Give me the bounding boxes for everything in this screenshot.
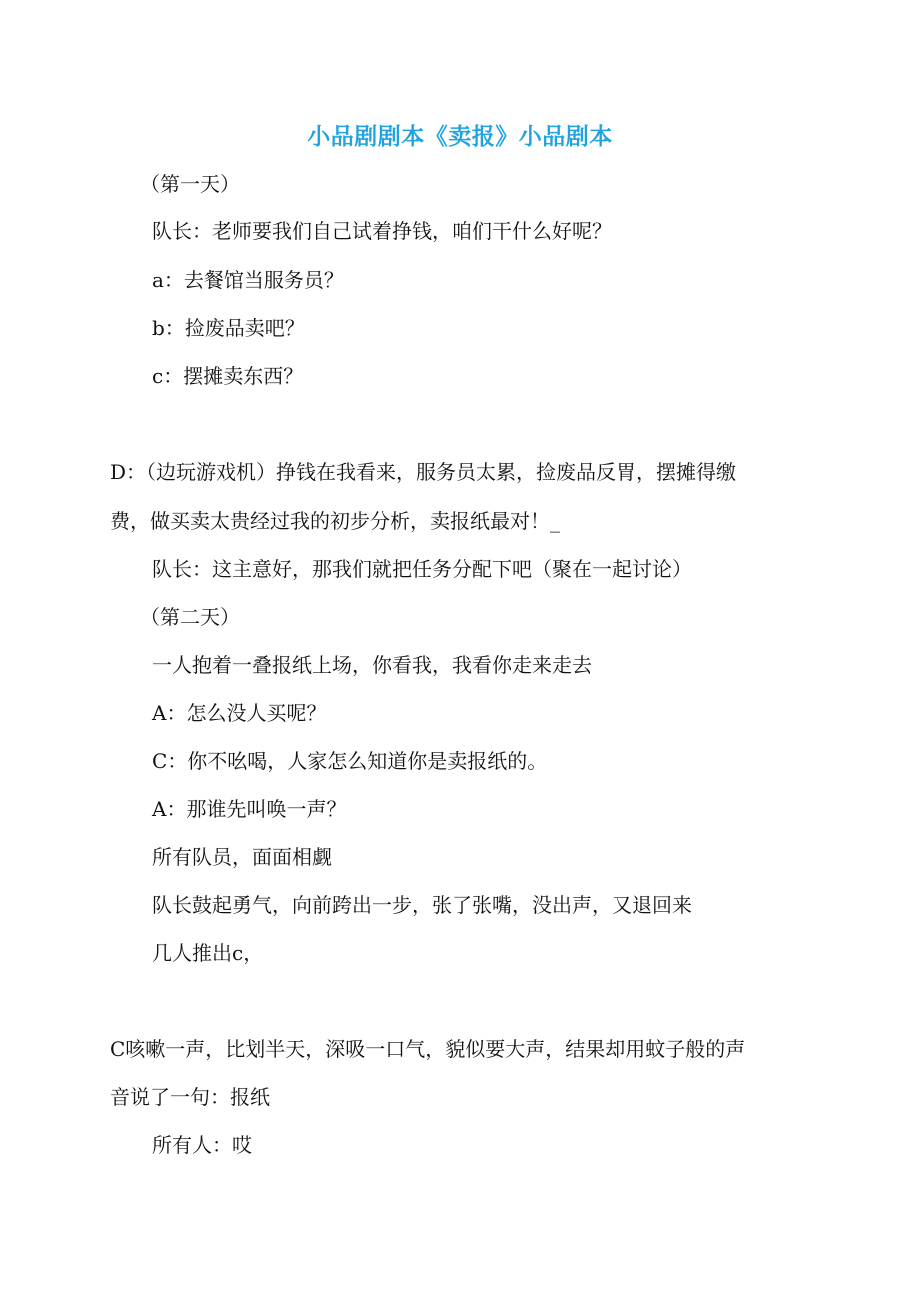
dialogue-line: 队长：老师要我们自己试着挣钱，咱们干什么好呢？ [152,219,612,243]
dialogue-line: c：摆摊卖东西？ [152,364,304,388]
dialogue-line: A：那谁先叫唤一声？ [152,797,347,821]
stage-direction-day-one: （第一天） [140,172,240,196]
stage-direction-continued: 音说了一句：报纸 [110,1085,270,1109]
dialogue-line: a：去餐馆当服务员？ [152,268,344,292]
document-title: 小品剧剧本《卖报》小品剧本 [307,123,613,150]
stage-direction-day-two: （第二天） [140,605,240,629]
stage-direction: 几人推出c， [152,941,264,965]
dialogue-line: 队长：这主意好，那我们就把任务分配下吧（聚在一起讨论） [152,557,692,581]
dialogue-line: D：（边玩游戏机）挣钱在我看来，服务员太累，捡废品反胃，摆摊得缴 [110,460,737,484]
stage-direction: C咳嗽一声，比划半天，深吸一口气，貌似要大声，结果却用蚊子般的声 [110,1037,746,1061]
dialogue-line: C：你不吆喝，人家怎么知道你是卖报纸的。 [152,749,548,773]
dialogue-line: 所有人：哎 [152,1133,252,1157]
stage-direction: 所有队员，面面相觑 [152,845,332,869]
dialogue-line: b：捡废品卖吧？ [152,316,305,340]
dialogue-line-continued: 费，做买卖太贵经过我的初步分析，卖报纸最对！_ [110,509,560,533]
stage-direction: 一人抱着一叠报纸上场，你看我，我看你走来走去 [152,653,592,677]
stage-direction: 队长鼓起勇气，向前跨出一步，张了张嘴，没出声，又退回来 [152,893,692,917]
dialogue-line: A：怎么没人买呢？ [152,701,327,725]
